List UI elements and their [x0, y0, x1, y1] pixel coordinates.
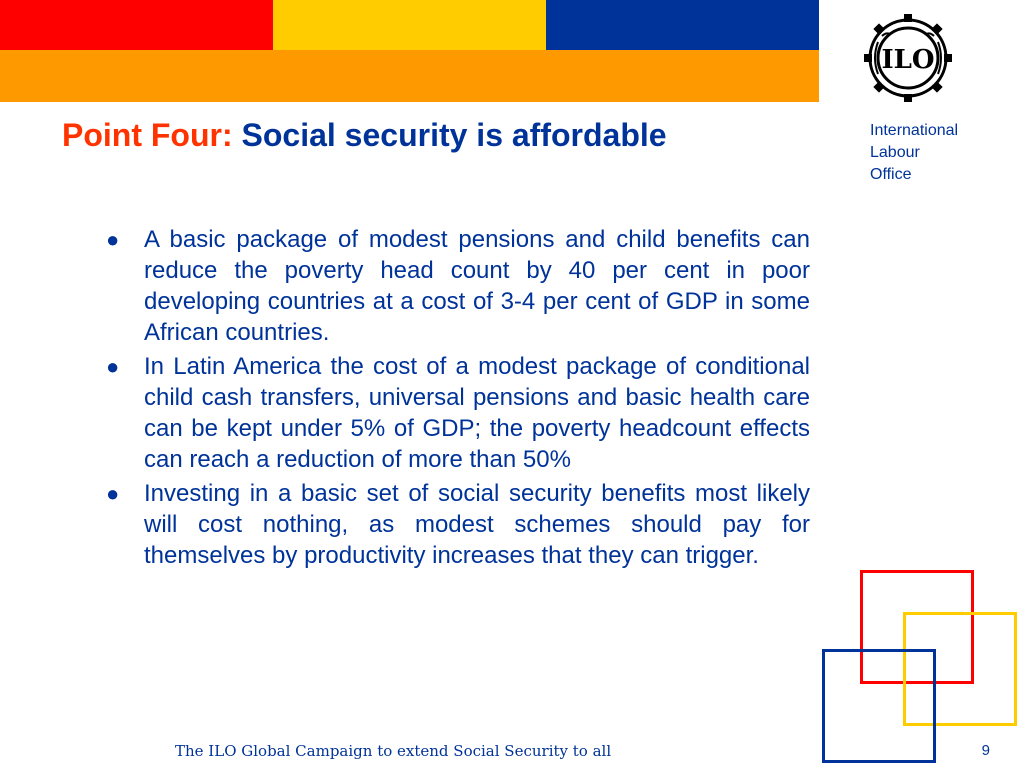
header-band-yellow [273, 0, 546, 50]
header-band-blue [546, 0, 819, 50]
header-band-orange [0, 50, 819, 102]
bullet-item [100, 224, 810, 348]
bullet-text: A basic package of modest pensions and child benefits can reduce the poverty head count by 40 per cent in poor developing countries at a cost of 3-4 per cent of GDP in some African countries. [144, 226, 810, 346]
organization-line-3: Office [870, 166, 912, 183]
header-band-red [0, 0, 273, 50]
logo-text: ILO [881, 45, 935, 75]
bullet-marker: ● [106, 481, 120, 506]
bullet-marker: ● [106, 227, 120, 252]
slide-title-lead: Point Four: [62, 117, 233, 153]
organization-line-2: Labour [870, 144, 920, 161]
bullet-text: Investing in a basic set of social security benefits most likely will cost nothing, as modest schemes should pay for themselves by productivity increases that they can trigger. [144, 480, 810, 569]
bullet-item [100, 351, 810, 475]
bullet-item [100, 478, 810, 571]
bullet-list [100, 224, 810, 574]
bullet-text: In Latin America the cost of a modest package of conditional child cash transfers, universal pensions and basic health care can be kept under 5% of GDP; the poverty headcount effects can reach a reduction of more than 50% [144, 353, 810, 473]
organization-name [870, 120, 1010, 186]
decorative-square-blue [822, 649, 936, 763]
ilo-emblem-icon [856, 12, 960, 104]
slide-title-main: Social security is affordable [241, 117, 667, 153]
bullet-marker: ● [106, 354, 120, 379]
footer-text: The ILO Global Campaign to extend Social Security to all [175, 742, 612, 760]
page-number: 9 [981, 742, 990, 759]
slide-title [62, 114, 702, 156]
organization-line-1: International [870, 122, 959, 139]
